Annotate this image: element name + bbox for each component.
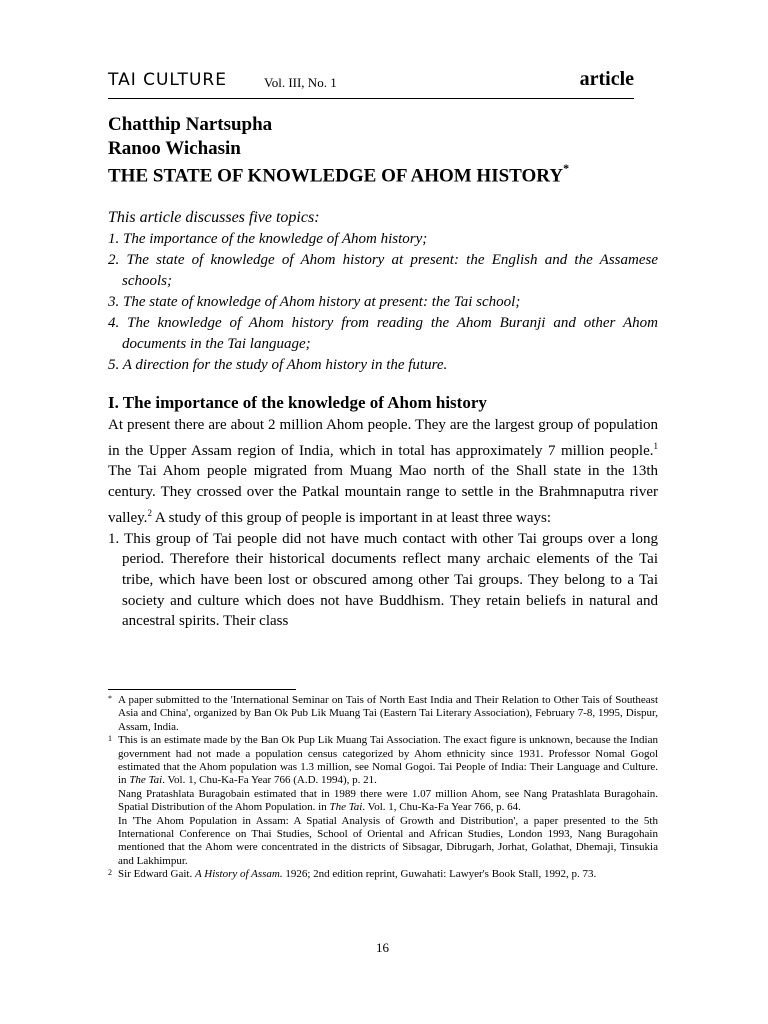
article-label: article bbox=[579, 68, 634, 90]
footnote-separator bbox=[108, 689, 296, 690]
footnote-text: A paper submitted to the 'International Seminar on Tais of North East India and Their Relation to Other Tais of Southeast Asia and China', organized by Ban Ok Pub Lik Muang Tai (Eastern Tai Literary Association), February 7-8, 1995, Dispur, Assam, India. bbox=[118, 694, 658, 733]
footnote-text-part: This is an estimate made by the Ban Ok Pup Lik Muang Tai Association. The exact figure is unknown, because the Indian government had not made a population census categorized by Ahom ethnicity since 1931. Professor Nomal Gogol estimated that the Ahom population was 1.3 million, see Nomal Gogoi. Tai People of India: Their Language and Culture. in bbox=[118, 734, 658, 787]
footnote-2 bbox=[108, 868, 658, 881]
body-paragraph bbox=[108, 415, 658, 529]
numbered-point: 1. This group of Tai people did not have much contact with other Tai groups over a long period. Therefore their historical documents reflect many archaic elements of the Tai tribe, which have been lost or obscured among other Tai groups. They belong to a Tai society and culture which does not have Buddhism. They retain beliefs in natural and ancestral spirits. Their class bbox=[108, 530, 658, 630]
topic-item: 2. The state of knowledge of Ahom history at present: the English and the Assamese schools; bbox=[108, 252, 658, 289]
running-header bbox=[108, 68, 634, 99]
footnote-text bbox=[118, 788, 658, 815]
article-title bbox=[108, 163, 569, 187]
author-list bbox=[108, 113, 272, 161]
footnote-text-part: 1926; 2nd edition reprint, Guwahati: Lawyer's Book Stall, 1992, p. 73. bbox=[282, 868, 597, 881]
publication-title: The Tai bbox=[329, 801, 363, 814]
footnote-text-part: . Vol. 1, Chu-Ka-Fa Year 766, p. 64. bbox=[362, 801, 521, 814]
paragraph-text: The Tai Ahom people migrated from Muang Mao north of the Shall state in the 13th century. They crossed over the Patkal mountain range to settle in the Brahmnaputra river valley. bbox=[108, 463, 658, 526]
footnotes bbox=[108, 694, 658, 882]
footnote-text-part: Nang Pratashlata Buragobain estimated that in 1989 there were 1.07 million Ahom, see Nang Pratashlata Buragohain. Spatial Distribution of the Ahom Population. in bbox=[118, 787, 658, 814]
footnote-text-part: . Vol. 1, Chu-Ka-Fa Year 766 (A.D. 1994), p. 21. bbox=[162, 774, 377, 787]
page-number: 16 bbox=[376, 940, 389, 955]
footnote-1 bbox=[108, 734, 658, 868]
footnote-text-part: Sir Edward Gait. bbox=[118, 868, 195, 881]
footnote-text: In 'The Ahom Population in Assam: A Spatial Analysis of Growth and Distribution', a paper presented to the 5th International Conference on Thai Studies, School of Oriental and African Studies, London 1993, Nang Buragohain mentioned that the Ahom were concentrated in the districts of Sibsagar, Dibrugarh, Jorhat, Golathat, Dhemaji, Tinsukia and Lakhimpur. bbox=[118, 814, 658, 867]
topics-lead: This article discusses five topics: bbox=[108, 209, 320, 226]
footnote-ref[interactable]: 2 bbox=[147, 507, 152, 518]
topic-item: 4. The knowledge of Ahom history from reading the Ahom Buranji and other Ahom documents in the Tai language; bbox=[108, 315, 658, 352]
section-heading: I. The importance of the knowledge of Ahom history bbox=[108, 393, 487, 412]
footnote-mark: 1 bbox=[108, 734, 112, 744]
footnote-mark: 2 bbox=[108, 868, 112, 878]
topics-intro bbox=[108, 207, 658, 376]
topic-item: 1. The importance of the knowledge of Ahom history; bbox=[108, 231, 428, 247]
footnote-mark: * bbox=[108, 694, 112, 703]
footnote-star bbox=[108, 694, 658, 734]
paragraph-text: A study of this group of people is important in at least three ways: bbox=[151, 509, 552, 526]
topic-item: 3. The state of knowledge of Ahom history at present: the Tai school; bbox=[108, 294, 521, 310]
publication-title: A History of Assam. bbox=[194, 868, 283, 881]
author-name: Chatthip Nartsupha bbox=[108, 114, 273, 135]
paragraph-text: At present there are about 2 million Ahom people. They are the largest group of population in the Upper Assam region of India, which in total has approximately 7 million people. bbox=[108, 417, 658, 459]
topic-item: 5. A direction for the study of Ahom history in the future. bbox=[108, 357, 448, 373]
publication-title: The Tai bbox=[129, 774, 163, 787]
footnote-ref[interactable]: 1 bbox=[653, 440, 658, 451]
title-footnote-mark: * bbox=[563, 161, 570, 175]
title-text: THE STATE OF KNOWLEDGE OF AHOM HISTORY bbox=[108, 165, 564, 187]
section-body bbox=[108, 415, 658, 632]
author-name: Ranoo Wichasin bbox=[108, 138, 241, 159]
footnote-text bbox=[118, 734, 658, 788]
journal-name: TAI CULTURE bbox=[108, 70, 227, 90]
footnote-text bbox=[118, 868, 658, 881]
volume-info: Vol. III, No. 1 bbox=[264, 75, 337, 90]
